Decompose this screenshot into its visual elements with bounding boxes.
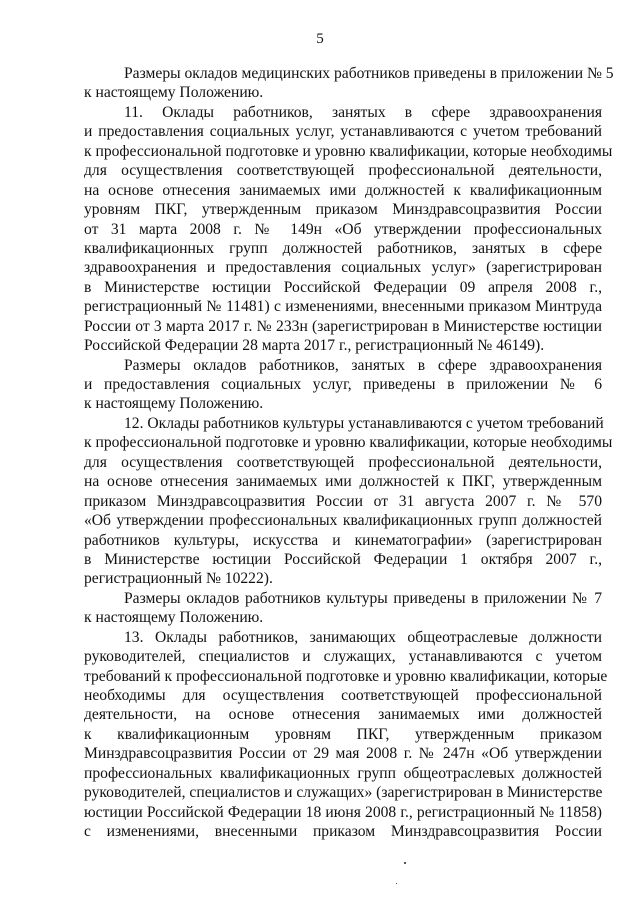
text-line: Размеры окладов работников, занятых в сфере здравоохранения <box>124 356 602 374</box>
text-line: деятельности, на основе отнесения занимаемых ими должностей <box>84 706 602 724</box>
text-line: в Министерстве юстиции Российской Федерации 1 октября 2007 г., <box>84 550 602 568</box>
text-line: Российской Федерации 28 марта 2017 г., регистрационный № 46149). <box>84 337 545 355</box>
text-line: к настоящему Положению. <box>84 395 264 413</box>
scan-speck <box>404 862 406 864</box>
text-line: квалификационных групп должностей работников, занятых в сфере <box>84 239 602 257</box>
text-line: руководителей, специалистов и служащих, устанавливаются с учетом <box>84 648 602 666</box>
text-line: для осуществления соответствующей профессиональной деятельности, <box>84 453 602 471</box>
text-line: от 31 марта 2008 г. № 149н «Об утверждении профессиональных <box>84 220 602 238</box>
text-line: юстиции Российской Федерации 18 июня 2008 г., регистрационный № 11858) <box>84 803 602 821</box>
text-line: «Об утверждении профессиональных квалификационных групп должностей <box>84 512 602 530</box>
document-body <box>84 64 614 842</box>
text-line: России от 3 марта 2017 г. № 233н (зарегистрирован в Министерстве юстиции <box>84 317 602 335</box>
text-line: 11. Оклады работников, занятых в сфере здравоохранения <box>124 103 602 121</box>
text-line: регистрационный № 11481) с изменениями, внесенными приказом Минтруда <box>84 298 602 316</box>
text-line: уровням ПКГ, утвержденным приказом Минздравсоцразвития России <box>84 201 602 219</box>
text-line: к профессиональной подготовке и уровню квалификации, которые необходимы <box>84 142 613 160</box>
text-line: профессиональных квалификационных групп общеотраслевых должностей <box>84 764 602 782</box>
text-line: Размеры окладов медицинских работников приведены в приложении № 5 <box>124 65 614 82</box>
text-line: на основе отнесения занимаемых ими должностей к квалификационным <box>84 181 602 199</box>
text-line: работников культуры, искусства и кинематографии» (зарегистрирован <box>84 531 602 549</box>
text-line: Размеры окладов работников культуры приведены в приложении № 7 <box>124 589 602 607</box>
text-line: на основе отнесения занимаемых ими должностей к ПКГ, утвержденным <box>84 473 602 491</box>
text-line: с изменениями, внесенными приказом Минздравсоцразвития России <box>84 823 602 841</box>
text-line: к настоящему Положению. <box>84 609 264 627</box>
text-line: здравоохранения и предоставления социальных услуг» (зарегистрирован <box>84 259 602 277</box>
text-line: регистрационный № 10222). <box>84 570 273 588</box>
text-line: 13. Оклады работников, занимающих общеотраслевые должности <box>124 628 602 646</box>
text-line: требований к профессиональной подготовке и уровню квалификации, которые <box>84 667 608 685</box>
text-line: к профессиональной подготовке и уровню квалификации, которые необходимы <box>84 434 613 452</box>
text-line: 12. Оклады работников культуры устанавливаются с учетом требований <box>124 414 604 432</box>
text-line: для осуществления соответствующей профессиональной деятельности, <box>84 162 602 180</box>
text-line: к квалификационным уровням ПКГ, утвержденным приказом <box>84 725 602 743</box>
text-line: к настоящему Положению. <box>84 84 264 102</box>
text-line: в Министерстве юстиции Российской Федерации 09 апреля 2008 г., <box>84 278 602 296</box>
text-line: и предоставления социальных услуг, устанавливаются с учетом требований <box>84 123 602 141</box>
page-number: 5 <box>316 31 324 47</box>
scan-speck <box>396 883 397 884</box>
text-line: Минздравсоцразвития России от 29 мая 2008 г. № 247н «Об утверждении <box>84 745 602 763</box>
text-line: необходимы для осуществления соответствующей профессиональной <box>84 687 602 704</box>
text-line: и предоставления социальных услуг, приведены в приложении № 6 <box>84 376 602 393</box>
text-line: приказом Минздравсоцразвития России от 31 августа 2007 г. № 570 <box>84 492 602 510</box>
text-line: руководителей, специалистов и служащих» (зарегистрирован в Министерстве <box>84 784 603 802</box>
